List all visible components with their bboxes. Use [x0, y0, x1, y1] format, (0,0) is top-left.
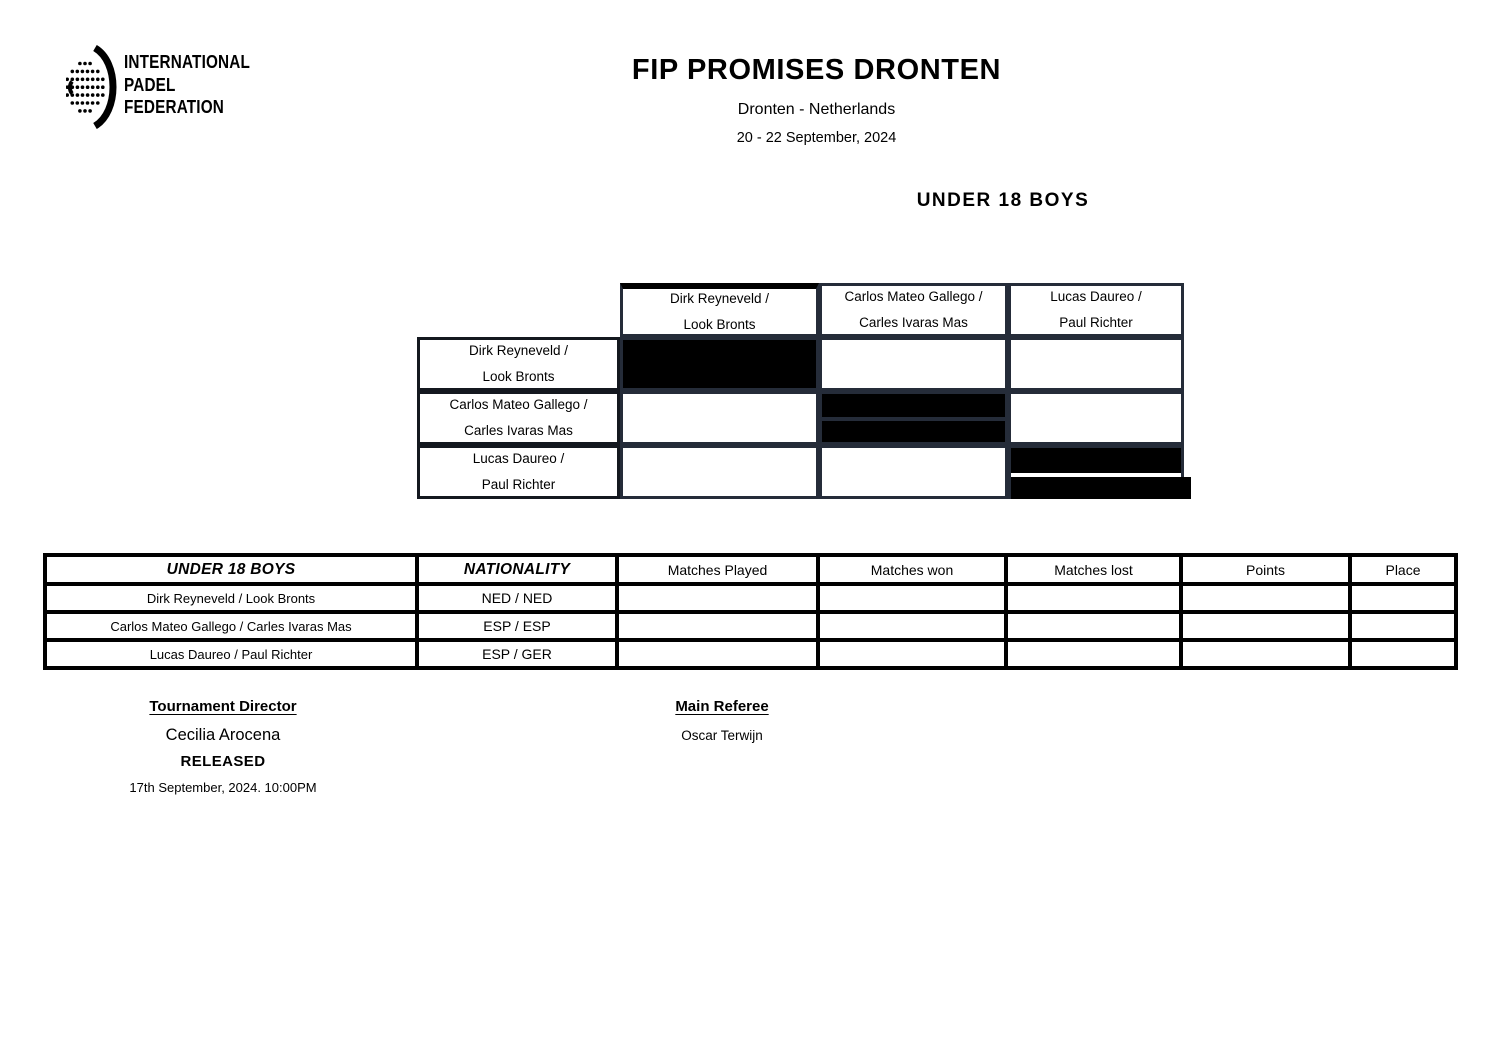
team1-line1: Dirk Reyneveld / [669, 290, 770, 306]
standings-header-played: Matches Played [617, 555, 818, 584]
category-title: UNDER 18 BOYS [916, 190, 1090, 211]
standings-header-lost: Matches lost [1006, 555, 1181, 584]
team1-line2: Look Bronts [683, 316, 756, 332]
team3-line2: Paul Richter [1059, 315, 1133, 330]
team1-line1: Dirk Reyneveld / [468, 343, 569, 358]
standings-nationality: ESP / GER [417, 640, 617, 668]
stat-cell-lost [1006, 640, 1181, 668]
standings-header-won: Matches won [818, 555, 1006, 584]
stat-cell-won [818, 584, 1006, 612]
tournament-director-label: Tournament Director [149, 698, 297, 715]
matrix-cell-team3-vs-team2 [819, 445, 1008, 499]
team2-line1: Carlos Mateo Gallego / [844, 289, 983, 304]
matrix-cell-self-team1-redacted [620, 337, 819, 391]
matrix-row-header-team2 [417, 391, 620, 445]
team2-line2: Carles Ivaras Mas [464, 423, 573, 438]
tournament-director-name: Cecilia Arocena [165, 726, 281, 744]
team2-line2: Carles Ivaras Mas [859, 315, 968, 330]
standings-team-name: Dirk Reyneveld / Look Bronts [45, 584, 417, 612]
stat-cell-place [1350, 584, 1456, 612]
stat-cell-played [617, 640, 818, 668]
tournament-location: Dronten - Netherlands [737, 101, 896, 118]
matrix-cell-team2-vs-team3 [1008, 391, 1184, 445]
tournament-director-block [83, 698, 363, 795]
matrix-row-header-team3 [417, 445, 620, 499]
matrix-cell-team1-vs-team2 [819, 337, 1008, 391]
stat-cell-place [1350, 640, 1456, 668]
federation-ball-icon [66, 45, 124, 129]
round-robin-matrix [417, 283, 1184, 499]
stat-cell-place [1350, 612, 1456, 640]
stat-cell-played [617, 612, 818, 640]
release-timestamp: 17th September, 2024. 10:00PM [129, 780, 317, 795]
matrix-col-header-team3 [1008, 283, 1184, 337]
stat-cell-points [1181, 640, 1350, 668]
standings-team-name: Carlos Mateo Gallego / Carles Ivaras Mas [45, 612, 417, 640]
team1-line2: Look Bronts [482, 369, 555, 384]
standings-header-place: Place [1350, 555, 1456, 584]
team3-line1: Lucas Daureo / [472, 451, 565, 466]
standings-team-name: Lucas Daureo / Paul Richter [45, 640, 417, 668]
stat-cell-points [1181, 584, 1350, 612]
standings-header-points: Points [1181, 555, 1350, 584]
standings-table [43, 553, 1458, 670]
stat-cell-won [818, 612, 1006, 640]
matrix-cell-team1-vs-team3 [1008, 337, 1184, 391]
matrix-cell-self-team3-redacted [1008, 445, 1184, 499]
team3-line2: Paul Richter [481, 477, 556, 492]
tournament-dates: 20 - 22 September, 2024 [736, 130, 897, 146]
matrix-cell-team3-vs-team1 [620, 445, 819, 499]
standings-nationality: NED / NED [417, 584, 617, 612]
standings-header-category: UNDER 18 BOYS [45, 555, 417, 584]
stat-cell-won [818, 640, 1006, 668]
matrix-cell-team2-vs-team1 [620, 391, 819, 445]
stat-cell-lost [1006, 612, 1181, 640]
stat-cell-played [617, 584, 818, 612]
federation-name-line3: FEDERATION [124, 97, 225, 117]
release-status: RELEASED [180, 753, 266, 770]
stat-cell-lost [1006, 584, 1181, 612]
federation-name [124, 51, 250, 119]
matrix-col-header-team1 [620, 283, 819, 337]
tournament-title: FIP PROMISES DRONTEN [631, 54, 1002, 86]
team3-line1: Lucas Daureo / [1050, 289, 1142, 304]
standings-nationality: ESP / ESP [417, 612, 617, 640]
main-referee-name: Oscar Terwijn [681, 728, 763, 743]
matrix-row-header-team1 [417, 337, 620, 391]
main-referee-block [622, 698, 822, 743]
main-referee-label: Main Referee [675, 698, 769, 715]
matrix-col-header-team2 [819, 283, 1008, 337]
matrix-cell-self-team2-redacted [819, 391, 1008, 445]
stat-cell-points [1181, 612, 1350, 640]
matrix-corner-cell [417, 283, 620, 337]
federation-name-line2: PADEL [124, 74, 176, 95]
federation-name-line1: INTERNATIONAL [124, 52, 251, 72]
team2-line1: Carlos Mateo Gallego / [449, 397, 588, 412]
standings-header-nationality: NATIONALITY [417, 555, 617, 584]
